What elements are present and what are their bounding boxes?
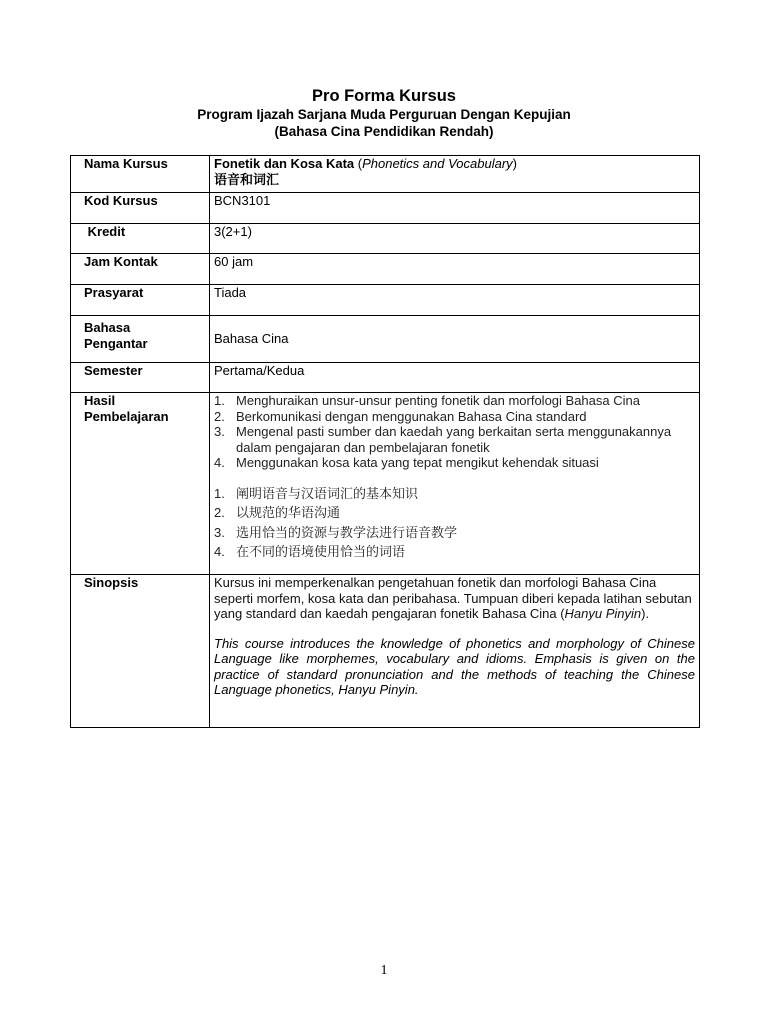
table-row-course-name bbox=[71, 156, 700, 193]
synopsis-english: This course introduces the knowledge of phonetics and morphology of Chinese Language like morphemes, vocabulary and idioms. Emphasis is given on the practice of standard pronunciation and the methods of teaching the Chinese Language phonetics, Hanyu Pinyin. bbox=[214, 635, 695, 697]
page-number: 1 bbox=[380, 963, 388, 978]
list-item bbox=[214, 542, 695, 562]
table-row-synopsis bbox=[71, 575, 700, 728]
list-item-text: Menghuraikan unsur-unsur penting fonetik dan morfologi Bahasa Cina bbox=[236, 393, 640, 408]
table-row-course-code bbox=[71, 193, 700, 224]
table-row-prerequisite bbox=[71, 285, 700, 316]
list-item-number: 2. bbox=[214, 505, 225, 520]
course-name-english: Phonetics and Vocabulary bbox=[362, 156, 513, 171]
contact-hours-label: Jam Kontak bbox=[71, 254, 210, 285]
program-name: Program Ijazah Sarjana Muda Perguruan Dengan Kepujian bbox=[197, 107, 571, 122]
table-row-language bbox=[71, 316, 700, 363]
semester-label: Semester bbox=[71, 363, 210, 393]
list-item-text: Mengenal pasti sumber dan kaedah yang berkaitan serta menggunakannya dalam pengajaran dan pembelajaran fonetik bbox=[236, 424, 672, 455]
learning-outcomes-label-line1: Hasil bbox=[84, 393, 116, 408]
synopsis-malay bbox=[214, 575, 695, 622]
list-item-text: 阐明语音与汉语词汇的基本知识 bbox=[236, 485, 419, 501]
list-item-text: 以规范的华语沟通 bbox=[236, 505, 341, 520]
semester-value: Pertama/Kedua bbox=[210, 363, 700, 393]
list-item-number: 3. bbox=[214, 524, 225, 540]
synopsis-label: Sinopsis bbox=[71, 575, 210, 728]
synopsis-malay-italic: Hanyu Pinyin bbox=[564, 606, 642, 621]
learning-outcomes-label-line2: Pembelajaran bbox=[84, 408, 169, 424]
list-item bbox=[214, 503, 695, 523]
list-item bbox=[214, 409, 695, 425]
language-label-line2: Pengantar bbox=[84, 335, 148, 351]
synopsis-cell bbox=[210, 575, 700, 728]
table-row-semester bbox=[71, 363, 700, 393]
language-value: Bahasa Cina bbox=[210, 316, 700, 363]
language-label bbox=[71, 316, 210, 363]
learning-outcomes-label bbox=[71, 393, 210, 575]
list-item bbox=[214, 424, 695, 455]
course-name-cell bbox=[210, 156, 700, 193]
synopsis-malay-end: ). bbox=[641, 606, 650, 621]
table-row-learning-outcomes bbox=[71, 393, 700, 575]
credit-label bbox=[71, 224, 210, 254]
course-code-value: BCN3101 bbox=[210, 193, 700, 224]
credit-value: 3(2+1) bbox=[210, 224, 700, 254]
list-item-text: Berkomunikasi dengan menggunakan Bahasa Cina standard bbox=[236, 408, 587, 424]
list-item bbox=[214, 484, 695, 504]
list-item bbox=[214, 523, 695, 543]
course-proforma-table bbox=[70, 155, 700, 728]
course-name-close-paren: ) bbox=[512, 156, 517, 171]
learning-outcomes-malay-list bbox=[214, 393, 695, 471]
list-item-number: 4. bbox=[214, 544, 225, 559]
document-header bbox=[0, 86, 768, 140]
course-name-label: Nama Kursus bbox=[71, 156, 210, 193]
list-item-number: 3. bbox=[214, 424, 225, 439]
credit-label-text: Kredit bbox=[87, 224, 126, 239]
course-name-open-paren: ( bbox=[354, 156, 363, 171]
course-name-malay: Fonetik dan Kosa Kata bbox=[214, 156, 355, 171]
program-specialization: (Bahasa Cina Pendidikan Rendah) bbox=[274, 124, 494, 139]
list-item-text: Menggunakan kosa kata yang tepat mengikut kehendak situasi bbox=[236, 455, 599, 470]
list-item-text: 在不同的语境使用恰当的词语 bbox=[236, 544, 406, 559]
table-row-credit bbox=[71, 224, 700, 254]
learning-outcomes-cell bbox=[210, 393, 700, 575]
list-item bbox=[214, 455, 695, 471]
list-item-number: 1. bbox=[214, 393, 225, 408]
course-name-chinese: 语音和词汇 bbox=[214, 171, 280, 187]
course-code-label: Kod Kursus bbox=[71, 193, 210, 224]
document-title: Pro Forma Kursus bbox=[312, 87, 456, 105]
list-item bbox=[214, 393, 695, 409]
list-item-number: 4. bbox=[214, 455, 225, 470]
list-item-number: 2. bbox=[214, 408, 225, 424]
prerequisite-value: Tiada bbox=[210, 285, 700, 316]
learning-outcomes-chinese-list bbox=[214, 484, 695, 562]
synopsis-malay-text: Kursus ini memperkenalkan pengetahuan fonetik dan morfologi Bahasa Cina seperti morfem, kosa kata dan peribahasa. Tumpuan diberi kepada latihan sebutan yang standard dan kaedah pengajaran fonetik Bahasa Cina ( bbox=[214, 575, 692, 621]
list-item-number: 1. bbox=[214, 485, 225, 501]
contact-hours-value: 60 jam bbox=[210, 254, 700, 285]
list-item-text: 选用恰当的资源与教学法进行语音教学 bbox=[236, 524, 458, 540]
prerequisite-label: Prasyarat bbox=[71, 285, 210, 316]
table-row-contact-hours bbox=[71, 254, 700, 285]
language-label-line1: Bahasa bbox=[84, 320, 131, 335]
